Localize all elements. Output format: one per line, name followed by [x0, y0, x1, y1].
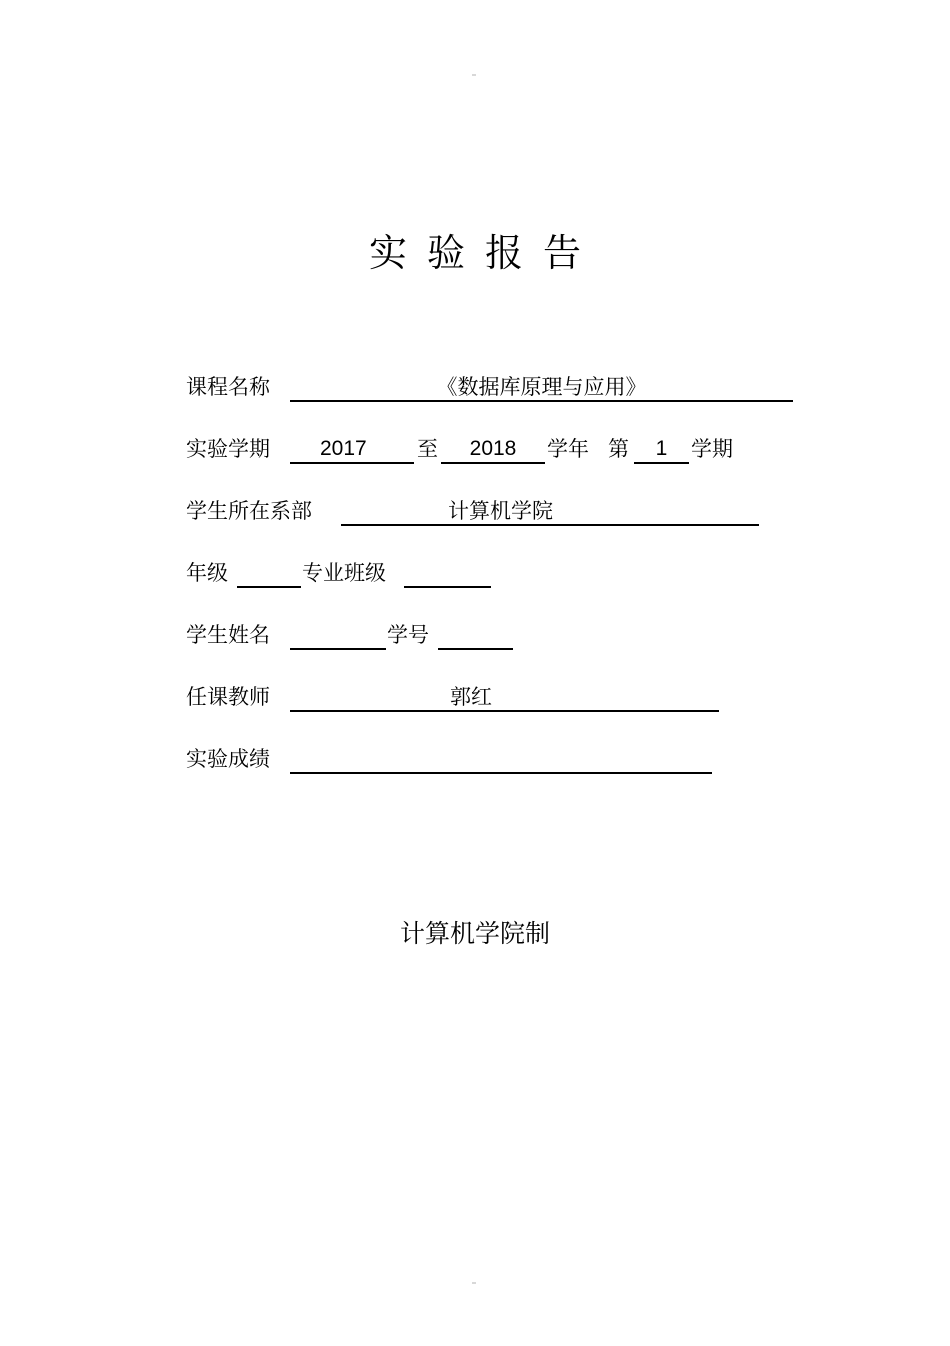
department-label: 学生所在系部 [186, 499, 312, 523]
title-char: 实 [368, 231, 407, 275]
term-nth-field [634, 434, 689, 464]
grade-label: 年级 [186, 561, 228, 585]
title-char: 验 [426, 231, 465, 275]
course-field [290, 372, 793, 402]
term-start-field [290, 434, 414, 464]
term-label: 实验学期 [186, 437, 270, 461]
title-char: 告 [543, 231, 582, 275]
term-start-year: 2017 [320, 437, 367, 460]
page-bottom-mark [472, 1282, 476, 1284]
term-nth-prefix: 第 [608, 437, 629, 461]
department-field [341, 496, 759, 526]
term-end-year: 2018 [469, 437, 517, 460]
term-year-word: 学年 [547, 437, 589, 461]
teacher-value: 郭红 [450, 685, 492, 709]
student-id-label: 学号 [387, 623, 429, 647]
score-field [290, 744, 712, 774]
term-nth: 1 [655, 437, 668, 460]
grade-field [237, 558, 301, 588]
issuer-footer: 计算机学院制 [399, 919, 550, 948]
term-end-field [441, 434, 545, 464]
course-label: 课程名称 [186, 375, 270, 399]
student-name-field [290, 620, 386, 650]
term-to: 至 [417, 437, 438, 461]
score-label: 实验成绩 [186, 747, 270, 771]
teacher-label: 任课教师 [186, 685, 270, 709]
teacher-field [290, 682, 719, 712]
student-name-label: 学生姓名 [186, 623, 270, 647]
term-nth-suffix: 学期 [691, 437, 733, 461]
department-value: 计算机学院 [448, 499, 553, 523]
class-label: 专业班级 [302, 561, 386, 585]
class-field [404, 558, 491, 588]
student-id-field [438, 620, 513, 650]
page-title [0, 222, 950, 277]
title-char: 报 [485, 231, 524, 275]
page-top-mark [472, 74, 476, 76]
course-value: 《数据库原理与应用》 [436, 375, 647, 399]
